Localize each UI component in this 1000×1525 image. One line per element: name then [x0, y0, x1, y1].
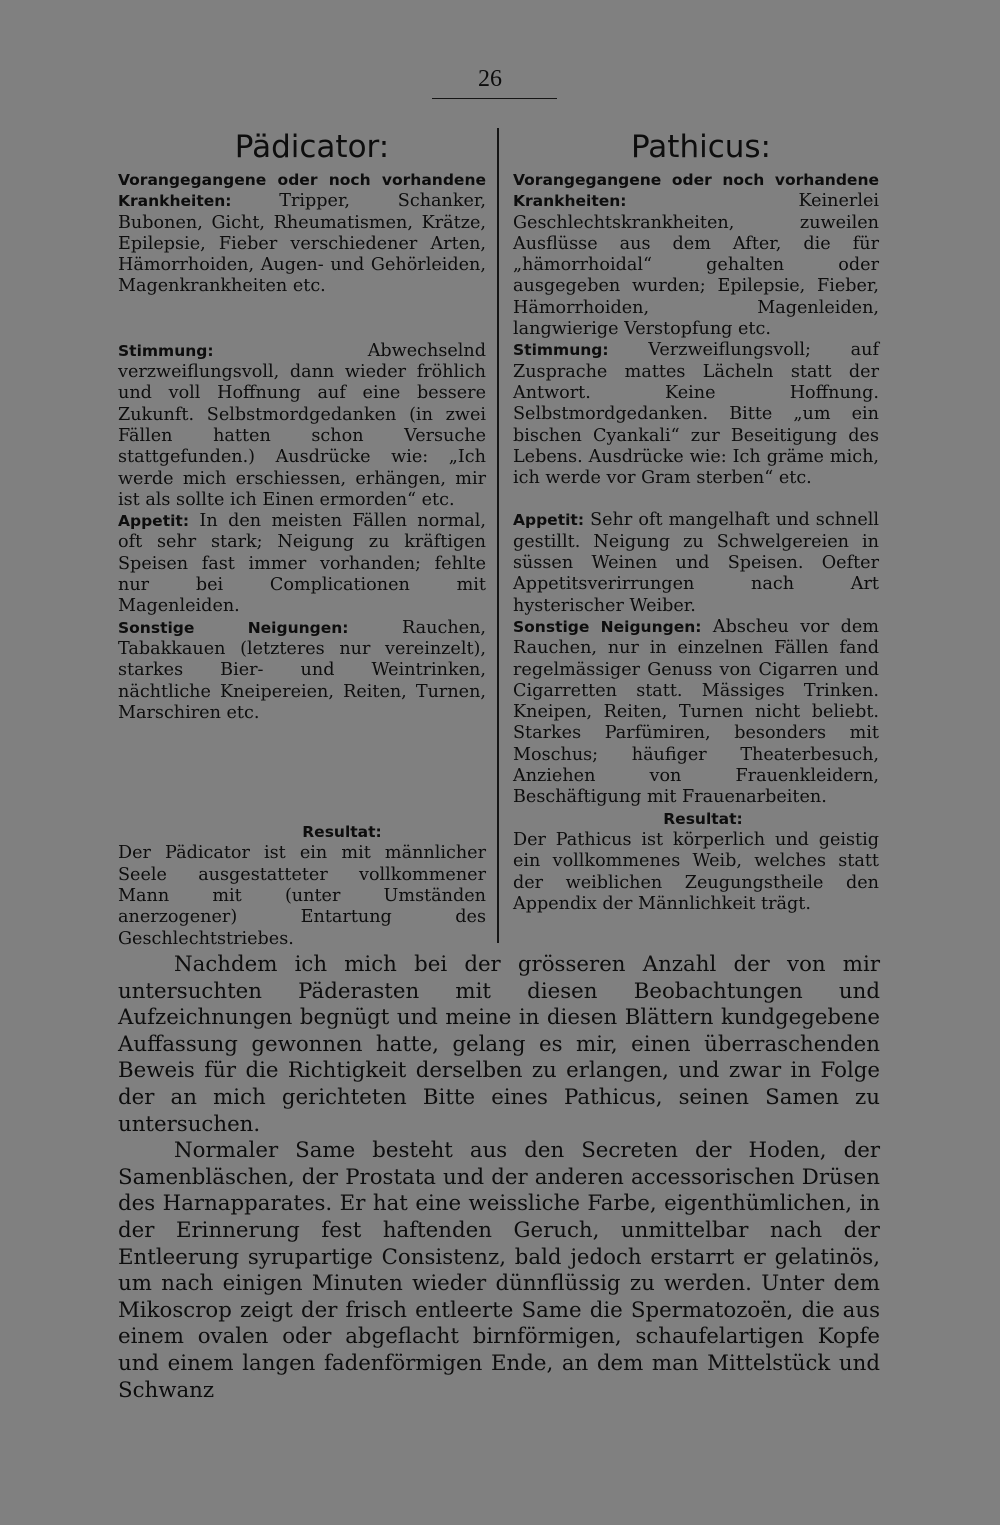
right-other-text: Abscheu vor dem Rauchen, nur in einzelnen Fällen fand regelmässiger Genuss von Cigarren und Cigarretten statt. Mässiges Trinken. Kneipen, Reiten, Turnen nicht beliebt. Starkes Parfümiren, besonders mit Moschus; häufiger Theaterbesuch, Anziehen von Frauenkleidern, Beschäftigung mit Frauenarbeiten.: [513, 616, 879, 808]
page-number-rule: [432, 98, 557, 99]
left-result-label: Resultat:: [302, 823, 382, 842]
right-result-label: Resultat:: [663, 809, 743, 828]
right-illness-text: Keinerlei Geschlechtskrankheiten, zuweilen Ausflüsse aus dem After, die für „hämorrhoidal“ gehalten oder ausgegeben wurden; Epilepsie, Fieber, Hämorrhoiden, Magenleiden, langwierige Verstopfung etc.: [513, 191, 879, 340]
left-illness-text: Tripper, Schanker, Bubonen, Gicht, Rheumatismen, Krätze, Epilepsie, Fieber verschiedener Arten, Hämorrhoiden, Augen- und Gehörleiden, Magenkrankheiten etc.: [118, 191, 486, 297]
right-other-section: [513, 617, 879, 809]
right-column-heading: Pathicus:: [631, 129, 771, 165]
right-column: [513, 128, 879, 915]
left-mood-section: [118, 341, 486, 511]
right-mood-label: Stimmung:: [513, 341, 609, 360]
body-paragraph-2: Normaler Same besteht aus den Secreten der Hoden, der Samenbläschen, der Prostata und der anderen accessorischen Drüsen des Harnapparates. Er hat eine weissliche Farbe, eigenthümlichen, in der Erinnerung fest haftenden Geruch, unmittelbar nach der Entleerung syrupartige Consistenz, bald jedoch erstarrt er gelatinös, um nach einigen Minuten wieder dünnflüssig zu werden. Unter dem Mikoscrop zeigt der frisch entleerte Same die Spermatozoën, die aus einem ovalen oder abgeflacht birnförmigen, schaufelartigen Kopfe und einem langen fadenförmigen Ende, an dem man Mittelstück und Schwanz: [118, 1138, 880, 1403]
left-other-section: [118, 618, 486, 724]
right-appetite-text: Sehr oft mangelhaft und schnell gestillt. Neigung zu Schwelgereien in süssen Weinen und Speisen. Oefter Appetitsverirrungen nach Art hysterischer Weiber.: [513, 510, 880, 616]
left-mood-text: Abwechselnd verzweiflungsvoll, dann wieder fröhlich und voll Hoffnung auf eine bessere Zukunft. Selbstmordgedanken (in zwei Fällen hatten schon Versuche stattgefunden.) Ausdrücke wie: „Ich werde mich erschiessen, erhängen, mir ist als sollte ich Einen ermorden“ etc.: [118, 340, 486, 510]
column-divider: [497, 128, 499, 943]
left-mood-label: Stimmung:: [118, 341, 214, 360]
right-appetite-section: [513, 510, 879, 616]
left-appetite-text: In den meisten Fällen normal, oft sehr stark; Neigung zu kräftigen Speisen fast immer vorhanden; fehlte nur bei Complicationen mit Magenleiden.: [118, 511, 487, 617]
page-number: 26: [478, 66, 502, 92]
left-other-text: Rauchen, Tabakkauen (letzteres nur vereinzelt), starkes Bier- und Weintrinken, nächtliche Kneipereien, Reiten, Turnen, Marschiren etc.: [118, 617, 487, 723]
left-illness-label: Vorangegangene oder noch vorhandene Krankheiten:: [118, 171, 486, 211]
left-column-heading: Pädicator:: [234, 129, 390, 165]
right-result-text: Der Pathicus ist körperlich und geistig ein vollkommenes Weib, welches statt der weiblichen Zeugungstheile den Appendix der Männlichkeit trägt.: [513, 829, 879, 914]
right-illness-section: [513, 170, 879, 340]
left-column: [118, 128, 486, 950]
main-text: [118, 952, 880, 1404]
right-other-label: Sonstige Neigungen:: [513, 617, 702, 636]
left-illness-section: [118, 170, 486, 298]
right-mood-text: Verzweiflungsvoll; auf Zusprache mattes Lächeln statt der Antwort. Keine Hoffnung. Selbstmordgedanken. Bitte „um ein bischen Cyankali“ zur Beseitigung des Lebens. Ausdrücke wie: Ich gräme mich, ich werde vor Gram sterben“ etc.: [513, 340, 880, 489]
left-result-text: Der Pädicator ist ein mit männlicher Seele ausgestatteter vollkommener Mann mit (unter Umständen anerzogener) Entartung des Geschlechtstriebes.: [118, 843, 486, 949]
left-other-label: Sonstige Neigungen:: [118, 618, 349, 637]
right-appetite-label: Appetit:: [513, 511, 585, 530]
left-appetite-section: [118, 511, 486, 617]
left-appetite-label: Appetit:: [118, 512, 190, 531]
right-mood-section: [513, 340, 879, 489]
right-illness-label: Vorangegangene oder noch vorhandene Krankheiten:: [513, 171, 879, 211]
body-paragraph-1: Nachdem ich mich bei der grösseren Anzahl der von mir untersuchten Päderasten mit diesen Beobachtungen und Aufzeichnungen begnügt und meine in diesen Blättern kundgegebene Auffassung gewonnen hatte, gelang es mir, einen überraschenden Beweis für die Richtigkeit derselben zu erlangen, und zwar in Folge der an mich gerichteten Bitte eines Pathicus, seinen Samen zu untersuchen.: [118, 952, 880, 1137]
